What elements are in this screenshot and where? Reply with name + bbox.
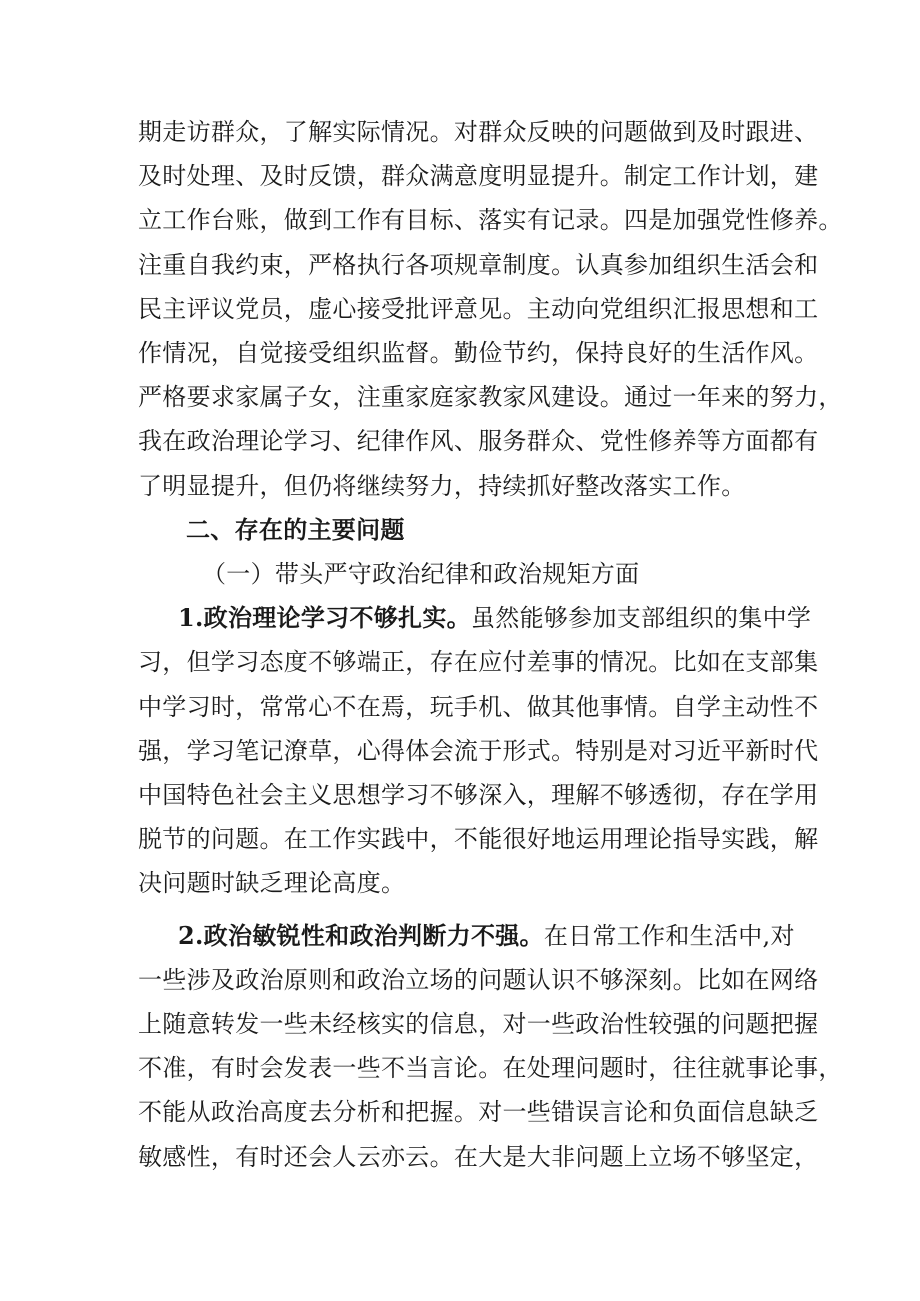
item-text: 在日常工作和生活中,对 bbox=[543, 921, 795, 950]
item-title: 政治敏锐性和政治判断力不强。 bbox=[203, 920, 544, 950]
text-line: 期走访群众，了解实际情况。对群众反映的问题做到及时跟进、 bbox=[138, 118, 819, 146]
intro-paragraph bbox=[138, 110, 843, 508]
item-first-line bbox=[138, 914, 802, 958]
document-page bbox=[138, 110, 843, 1179]
item-first-line bbox=[138, 596, 812, 640]
text-line: 脱节的问题。在工作实践中，不能很好地运用理论指导实践，解 bbox=[138, 825, 819, 854]
text-line: 作情况，自觉接受组织监督。勤俭节约，保持良好的生活作风。 bbox=[138, 339, 819, 368]
text-line: 民主评议党员，虚心接受批评意见。主动向党组织汇报思想和工 bbox=[138, 294, 819, 323]
item-title: 政治理论学习不够扎实。 bbox=[203, 603, 471, 633]
text-line: 强，学习笔记潦草，心得体会流于形式。特别是对习近平新时代 bbox=[138, 736, 819, 765]
subsection-heading: （一）带头严守政治纪律和政治规矩方面 bbox=[202, 560, 640, 589]
text-line: 上随意转发一些未经核实的信息，对一些政治性较强的问题把握 bbox=[138, 1010, 819, 1039]
text-line: 一些涉及政治原则和政治立场的问题认识不够深刻。比如在网络 bbox=[138, 965, 819, 994]
text-line: 不准，有时会发表一些不当言论。在处理问题时，往往就事论事， bbox=[138, 1054, 843, 1083]
item-number: 2. bbox=[178, 920, 204, 950]
text-line: 习，但学习态度不够端正，存在应付差事的情况。比如在支部集 bbox=[138, 648, 819, 677]
item-number: 1. bbox=[178, 603, 204, 633]
text-line: 不能从政治高度去分析和把握。对一些错误言论和负面信息缺乏 bbox=[138, 1098, 819, 1127]
text-line: 敏感性，有时还会人云亦云。在大是大非问题上立场不够坚定， bbox=[138, 1142, 819, 1171]
text-line: 及时处理、及时反馈，群众满意度明显提升。制定工作计划，建 bbox=[138, 162, 819, 191]
text-line: 立工作台账，做到工作有目标、落实有记录。四是加强党性修养。 bbox=[138, 206, 843, 235]
text-line: 决问题时缺乏理论高度。 bbox=[138, 869, 406, 898]
text-line: 中学习时，常常心不在焉，玩手机、做其他事情。自学主动性不 bbox=[138, 692, 819, 721]
problem-item-1 bbox=[138, 596, 819, 905]
text-line: 注重自我约束，严格执行各项规章制度。认真参加组织生活会和 bbox=[138, 250, 819, 279]
text-line: 严格要求家属子女，注重家庭家教家风建设。通过一年来的努力， bbox=[138, 383, 843, 412]
text-line: 中国特色社会主义思想学习不够深入，理解不够透彻，存在学用 bbox=[138, 781, 819, 810]
text-line: 了明显提升，但仍将继续努力，持续抓好整改落实工作。 bbox=[138, 471, 746, 500]
problem-item-2 bbox=[138, 914, 843, 1179]
section-heading: 二、存在的主要问题 bbox=[186, 514, 405, 544]
item-text: 虽然能够参加支部组织的集中学 bbox=[470, 604, 812, 633]
text-line: 我在政治理论学习、纪律作风、服务群众、党性修养等方面都有 bbox=[138, 427, 819, 456]
